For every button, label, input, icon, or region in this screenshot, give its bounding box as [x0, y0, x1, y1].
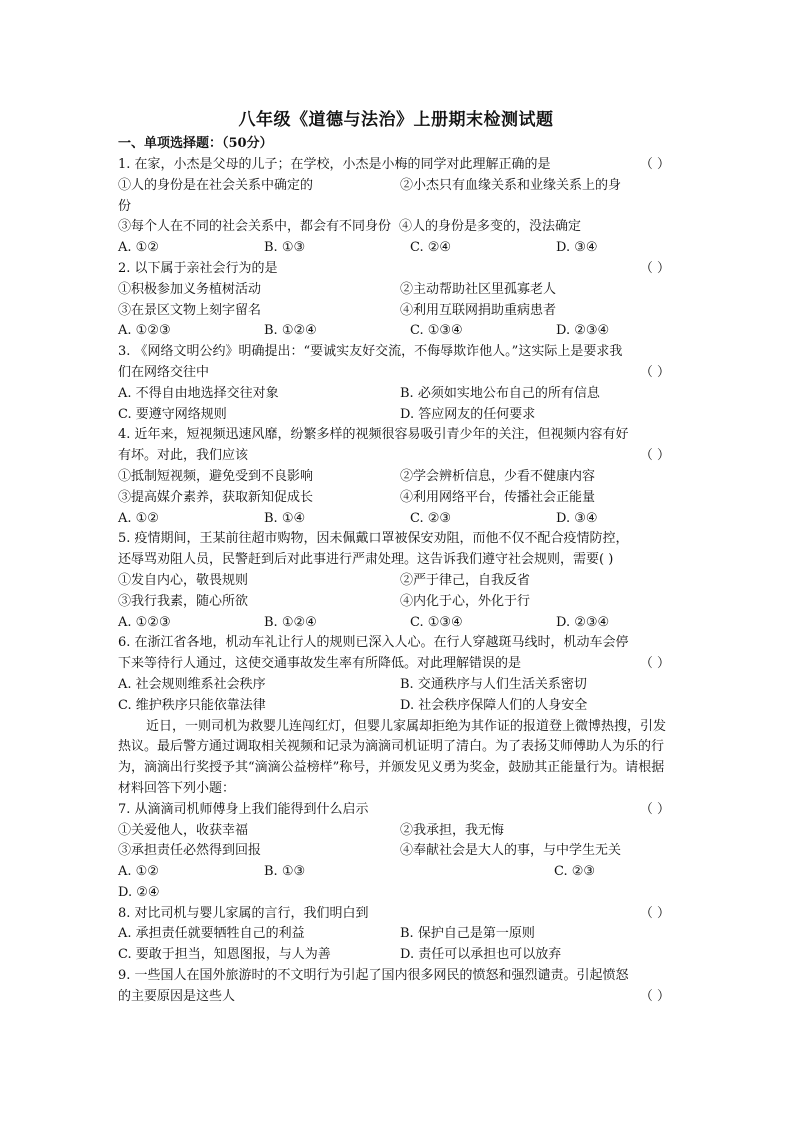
question-4-options-row: ①抵制短视频，避免受到不良影响 ②学会辨析信息，少看不健康内容 — [118, 468, 596, 484]
reading-material: 近日，一则司机为救婴儿连闯红灯，但婴儿家属却拒绝为其作证的报道登上微博热搜，引发热议。最后警方通过调取相关视频和记录为滴滴司机证明了清白。为了表扬艾师傅助人为乐的行为，滴滴出行奖授予其“滴滴公益榜样”称号，并颁发见义勇为奖金，鼓励其正能量行为。请根据材料回答下列小题： — [118, 718, 667, 796]
answer-blank: （ ） — [639, 448, 670, 464]
question-1-options-row: ①人的身份是在社会关系中确定的 ②小杰只有血缘关系和业缘关系上的身 — [118, 177, 622, 193]
page-title: 八年级《道德与法治》上册期末检测试题 — [238, 110, 554, 130]
question-5-options-row: ①发自内心，敬畏规则 ②严于律己，自我反省 — [118, 572, 531, 588]
question-3-choices: A. 不得自由地选择交往对象 B. 必须如实地公布自己的所有信息 — [118, 385, 600, 401]
question-3-stem: 3. 《网络文明公约》明确提出：“要诚实友好交流，不侮辱欺诈他人。”这实际上是要求我 — [118, 344, 623, 360]
question-3-stem-cont: 们在网络交往中 （ ） — [118, 363, 674, 384]
answer-blank: （ ） — [639, 801, 670, 817]
question-8-stem: 8. 对比司机与婴儿家属的言行，我们明白到 （ ） — [118, 904, 674, 925]
question-1-options-row: ③每个人在不同的社会关系中，都会有不同身份 ④人的身份是多变的，没法确定 — [118, 219, 582, 235]
answer-blank: （ ） — [639, 364, 670, 380]
question-4-stem-cont: 有坏。对此，我们应该 （ ） — [118, 446, 674, 467]
question-5-choices: A. ①②③ B. ①②④ C. ①③④ D. ②③④ — [118, 614, 610, 630]
question-1-choices: A. ①② B. ①③ C. ②④ D. ③④ — [118, 240, 598, 256]
answer-blank: （ ） — [639, 905, 670, 921]
question-2-options-row: ①积极参加义务植树活动 ②主动帮助社区里孤寡老人 — [118, 281, 557, 297]
exam-page — [118, 100, 674, 1008]
question-5-stem-cont: 还辱骂劝阻人员，民警赶到后对此事进行严肃处理。这告诉我们遵守社会规则，需要( ) — [118, 552, 614, 568]
question-2-stem: 2. 以下属于亲社会行为的是 （ ） — [118, 259, 674, 280]
question-9-stem-cont: 的主要原因是这些人 （ ） — [118, 987, 674, 1008]
question-7-choices: D. ②④ — [118, 884, 160, 900]
question-6-choices: A. 社会规则维系社会秩序 B. 交通秩序与人们生活关系密切 — [118, 676, 587, 692]
question-7-stem: 7. 从滴滴司机师傅身上我们能得到什么启示 （ ） — [118, 800, 674, 821]
question-3-choices: C. 要遵守网络规则 D. 答应网友的任何要求 — [118, 406, 536, 422]
question-2-options-row: ③在景区文物上刻字留名 ④利用互联网捐助重病患者 — [118, 302, 557, 318]
question-6-stem: 6. 在浙江省各地，机动车礼让行人的规则已深入人心。在行人穿越斑马线时，机动车会停 — [118, 635, 629, 651]
question-7-options-row: ①关爱他人，收获幸福 ②我承担，我无悔 — [118, 822, 505, 838]
question-1-option-wrap: 份 — [118, 198, 132, 214]
question-6-stem-cont: 下来等待行人通过，这使交通事故发生率有所降低。对此理解错误的是 （ ） — [118, 654, 674, 675]
section-heading: 一、单项选择题：（50分） — [118, 136, 273, 151]
question-8-choices: A. 承担责任就要牺牲自己的利益 B. 保护自己是第一原则 — [118, 926, 535, 942]
question-4-options-row: ③提高媒介素养，获取新知促成长 ④利用网络平台，传播社会正能量 — [118, 489, 596, 505]
question-4-stem: 4. 近年来，短视频迅速风靡，纷繁多样的视频很容易吸引青少年的关注，但视频内容有好 — [118, 427, 629, 443]
question-1-stem: 1. 在家，小杰是父母的儿子；在学校，小杰是小梅的同学对此理解正确的是 （ ） — [118, 155, 674, 176]
question-4-choices: A. ①② B. ①④ C. ②③ D. ③④ — [118, 510, 598, 526]
question-6-choices: C. 维护秩序只能依靠法律 D. 社会秩序保障人们的人身安全 — [118, 697, 588, 713]
answer-blank: （ ） — [639, 157, 670, 172]
answer-blank: （ ） — [639, 260, 670, 276]
answer-blank: （ ） — [639, 656, 670, 672]
question-7-choices: A. ①② B. ①③ C. ②③ — [118, 864, 596, 880]
question-8-choices: C. 要敢于担当，知恩图报，与人为善 D. 责任可以承担也可以放弃 — [118, 947, 562, 963]
question-2-choices: A. ①②③ B. ①②④ C. ①③④ D. ②③④ — [118, 323, 610, 339]
question-5-options-row: ③我行我素，随心所欲 ④内化于心，外化于行 — [118, 593, 531, 609]
question-5-stem: 5. 疫情期间，王某前往超市购物，因未佩戴口罩被保安劝阻，而他不仅不配合疫情防控， — [118, 531, 629, 547]
answer-blank: （ ） — [639, 988, 670, 1004]
question-7-options-row: ③承担责任必然得到回报 ④奉献社会是大人的事，与中学生无关 — [118, 843, 622, 859]
question-9-stem: 9. 一些国人在国外旅游时的不文明行为引起了国内很多网民的愤怒和强烈谴责。引起愤怒 — [118, 968, 629, 984]
